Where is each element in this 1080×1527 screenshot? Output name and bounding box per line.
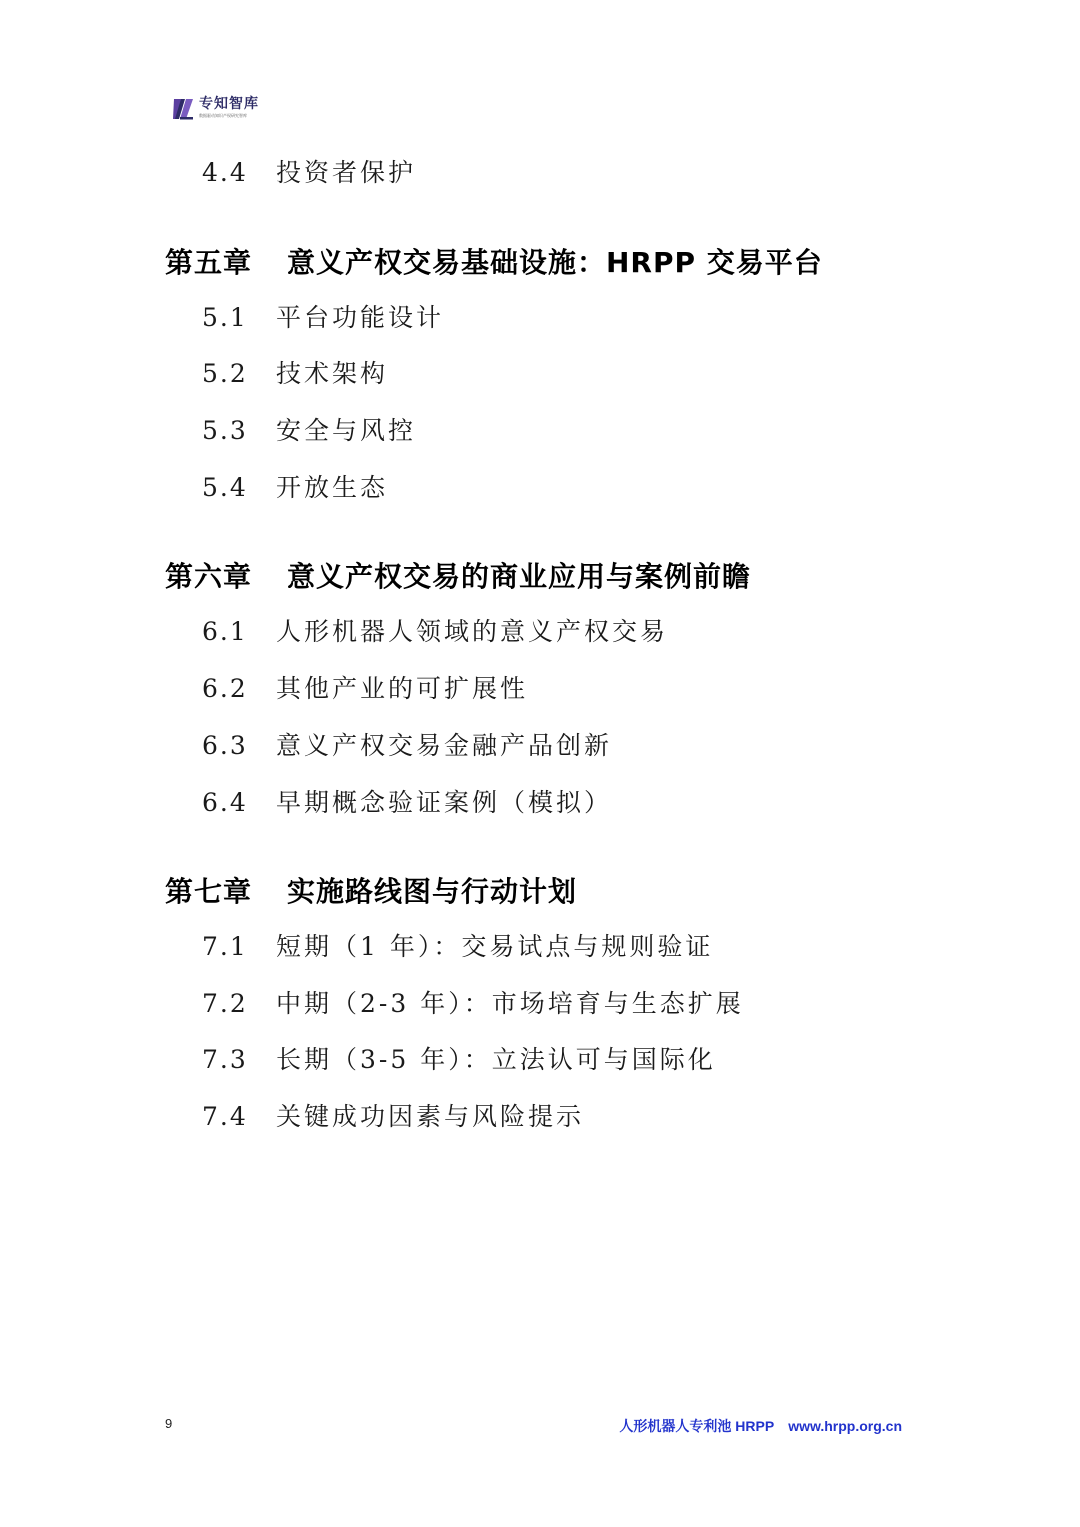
chapter-title: 实施路线图与行动计划 [287,875,578,908]
toc-item-6-3[interactable] [202,731,612,761]
toc-number: 4.4 [202,158,248,187]
logo-name: 专知智库 [199,96,259,112]
header-logo [172,96,282,126]
toc-title: 中期（2-3 年）：市场培育与生态扩展 [276,989,744,1018]
toc-item-7-3[interactable] [202,1045,716,1075]
toc-item-4-4[interactable] [202,158,416,188]
toc-number: 5.1 [202,303,248,332]
chapter-title: 意义产权交易基础设施：HRPP 交易平台 [287,246,823,279]
toc-item-5-1[interactable] [202,303,444,333]
toc-item-6-1[interactable] [202,617,668,647]
toc-number: 5.3 [202,416,248,445]
toc-title: 安全与风控 [276,416,417,445]
toc-title: 技术架构 [276,359,389,388]
toc-item-5-4[interactable] [202,473,388,503]
logo-subtitle: 数据驱动知识产权研究智库 [199,113,247,118]
chapter-number: 第五章 [165,246,253,279]
toc-number: 6.2 [202,674,248,703]
toc-number: 6.1 [202,617,248,646]
chapter-number: 第七章 [165,875,253,908]
toc-item-5-3[interactable] [202,416,416,446]
toc-item-7-2[interactable] [202,989,744,1019]
page-number: 9 [165,1416,173,1431]
toc-number: 7.2 [202,989,248,1018]
toc-item-7-1[interactable] [202,932,713,962]
toc-number: 7.3 [202,1045,248,1074]
logo-mark-icon [172,97,194,121]
toc-number: 6.4 [202,788,248,817]
chapter-title: 意义产权交易的商业应用与案例前瞻 [287,560,752,593]
toc-title: 平台功能设计 [276,303,445,332]
toc-title: 长期（3-5 年）：立法认可与国际化 [276,1045,716,1074]
toc-number: 7.1 [202,932,248,961]
toc-title: 短期（1 年）：交易试点与规则验证 [276,932,714,961]
toc-number: 5.4 [202,473,248,502]
toc-title: 投资者保护 [276,158,417,187]
toc-item-5-2[interactable] [202,359,388,389]
toc-number: 6.3 [202,731,248,760]
footer-site [619,1417,902,1435]
chapter-6-heading[interactable] [165,560,751,594]
toc-title: 关键成功因素与风险提示 [276,1102,585,1131]
chapter-5-heading[interactable] [165,246,823,280]
toc-item-7-4[interactable] [202,1102,584,1132]
toc-number: 5.2 [202,359,248,388]
footer-site-name: 人形机器人专利池 HRPP [619,1418,775,1434]
toc-item-6-2[interactable] [202,674,528,704]
toc-title: 开放生态 [276,473,389,502]
footer-url-link[interactable]: www.hrpp.org.cn [788,1418,902,1434]
toc-item-6-4[interactable] [202,788,612,818]
chapter-number: 第六章 [165,560,253,593]
toc-number: 7.4 [202,1102,248,1131]
toc-title: 意义产权交易金融产品创新 [276,731,613,760]
chapter-7-heading[interactable] [165,875,577,909]
toc-title: 人形机器人领域的意义产权交易 [276,617,669,646]
toc-title: 早期概念验证案例（模拟） [276,788,613,817]
toc-title: 其他产业的可扩展性 [276,674,529,703]
